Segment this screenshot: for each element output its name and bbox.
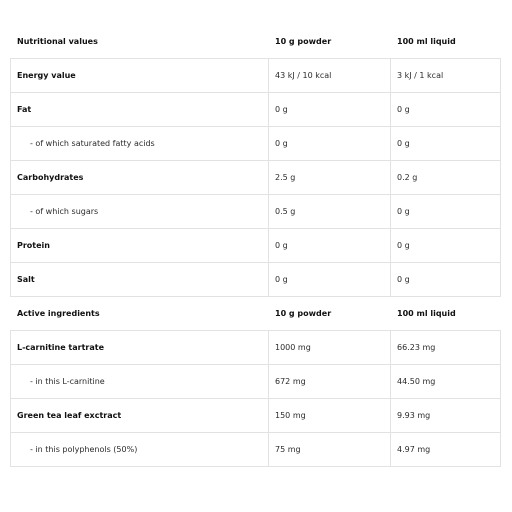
value-liquid: 9.93 mg <box>391 399 501 433</box>
value-liquid: 66.23 mg <box>391 331 501 365</box>
row-label: Protein <box>11 229 269 263</box>
value-liquid: 0 g <box>391 229 501 263</box>
row-label: - in this polyphenols (50%) <box>11 433 269 467</box>
value-powder: 43 kJ / 10 kcal <box>269 59 391 93</box>
value-powder: 150 mg <box>269 399 391 433</box>
table-row-fat <box>11 93 501 127</box>
value-powder: 0 g <box>269 263 391 297</box>
table-row-carbohydrates <box>11 161 501 195</box>
value-powder: 1000 mg <box>269 331 391 365</box>
nutritional-values-heading: Nutritional values <box>11 25 269 59</box>
row-label: - of which saturated fatty acids <box>11 127 269 161</box>
value-powder: 2.5 g <box>269 161 391 195</box>
table-row-green-tea-leaf-extract <box>11 399 501 433</box>
active-ingredients-header-row <box>11 297 501 331</box>
table-row-protein <box>11 229 501 263</box>
table-row-l-carnitine <box>11 365 501 399</box>
column-heading-liquid: 100 ml liquid <box>391 25 501 59</box>
value-powder: 75 mg <box>269 433 391 467</box>
value-powder: 0 g <box>269 127 391 161</box>
row-label: Green tea leaf exctract <box>11 399 269 433</box>
value-powder: 0 g <box>269 229 391 263</box>
value-liquid: 3 kJ / 1 kcal <box>391 59 501 93</box>
table-row-sugars <box>11 195 501 229</box>
table-row-polyphenols <box>11 433 501 467</box>
table-row-saturated-fatty-acids <box>11 127 501 161</box>
row-label: L-carnitine tartrate <box>11 331 269 365</box>
row-label: - in this L-carnitine <box>11 365 269 399</box>
active-ingredients-heading: Active ingredients <box>11 297 269 331</box>
table-row-salt <box>11 263 501 297</box>
value-liquid: 0 g <box>391 195 501 229</box>
row-label: - of which sugars <box>11 195 269 229</box>
nutrition-facts-table <box>10 24 501 467</box>
value-liquid: 0 g <box>391 127 501 161</box>
value-liquid: 0 g <box>391 263 501 297</box>
row-label: Salt <box>11 263 269 297</box>
row-label: Carbohydrates <box>11 161 269 195</box>
value-liquid: 0 g <box>391 93 501 127</box>
nutritional-values-header-row <box>11 25 501 59</box>
column-heading-liquid: 100 ml liquid <box>391 297 501 331</box>
column-heading-powder: 10 g powder <box>269 297 391 331</box>
row-label: Fat <box>11 93 269 127</box>
value-liquid: 0.2 g <box>391 161 501 195</box>
value-powder: 672 mg <box>269 365 391 399</box>
value-powder: 0 g <box>269 93 391 127</box>
row-label: Energy value <box>11 59 269 93</box>
value-liquid: 44.50 mg <box>391 365 501 399</box>
value-powder: 0.5 g <box>269 195 391 229</box>
table-row-l-carnitine-tartrate <box>11 331 501 365</box>
table-row-energy-value <box>11 59 501 93</box>
column-heading-powder: 10 g powder <box>269 25 391 59</box>
value-liquid: 4.97 mg <box>391 433 501 467</box>
